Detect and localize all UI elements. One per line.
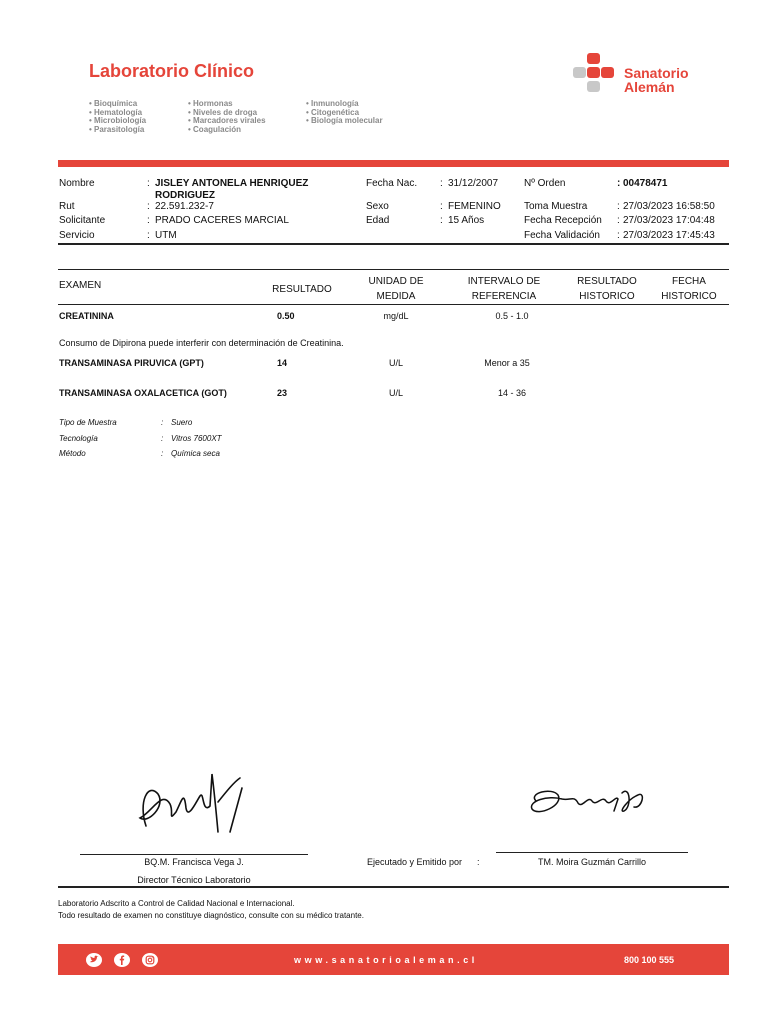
category-item: • Biología molecular bbox=[306, 116, 383, 126]
col-fecha-hist-line-1: FECHA bbox=[672, 276, 706, 287]
row-examen: TRANSAMINASA PIRUVICA (GPT) bbox=[59, 358, 204, 368]
metodo-value: Química seca bbox=[171, 449, 220, 458]
col-unidad-line-1: UNIDAD DE bbox=[368, 276, 424, 287]
edad-value: 15 Años bbox=[448, 215, 485, 226]
colon: : bbox=[147, 201, 150, 212]
rut-value: 22.591.232-7 bbox=[155, 201, 214, 212]
phone-number: 800 100 555 bbox=[624, 955, 675, 965]
colon: : bbox=[440, 215, 443, 226]
col-intervalo-line-1: INTERVALO DE bbox=[467, 276, 541, 287]
rut-label: Rut bbox=[59, 201, 75, 212]
category-list-3 bbox=[306, 100, 383, 126]
colon: : bbox=[161, 449, 164, 458]
lab-title: Laboratorio Clínico bbox=[89, 61, 255, 81]
tecnologia-label: Tecnología bbox=[59, 434, 98, 443]
row-unidad: mg/dL bbox=[383, 311, 409, 321]
disclaimer-line-1: Laboratorio Adscrito a Control de Calidad Nacional e Internacional. bbox=[58, 899, 295, 908]
row-resultado: 14 bbox=[277, 358, 288, 368]
colon: : bbox=[617, 215, 620, 226]
footer-bar bbox=[58, 944, 729, 975]
left-signer-name: BQ.M. Francisca Vega J. bbox=[144, 857, 244, 867]
metodo-label: Método bbox=[59, 449, 86, 458]
row-resultado: 23 bbox=[277, 388, 288, 398]
row-examen: CREATININA bbox=[59, 311, 114, 321]
logo-text bbox=[624, 66, 689, 94]
colon: : bbox=[147, 230, 150, 241]
category-item: • Marcadores virales bbox=[188, 116, 266, 126]
solicitante-value: PRADO CACERES MARCIAL bbox=[155, 215, 289, 226]
disclaimer-line-2: Todo resultado de examen no constituye diagnóstico, consulte con su médico tratante. bbox=[58, 911, 364, 920]
colon: : bbox=[477, 857, 480, 867]
category-item: • Niveles de droga bbox=[188, 107, 258, 117]
category-list-1 bbox=[89, 100, 146, 134]
validacion-label: Fecha Validación bbox=[524, 230, 600, 241]
row-intervalo: 0.5 - 1.0 bbox=[495, 311, 529, 321]
header-red-bar bbox=[58, 160, 729, 167]
row-resultado: 0.50 bbox=[277, 311, 295, 321]
fecha-nac-value: 31/12/2007 bbox=[448, 178, 499, 189]
table-top-line bbox=[58, 269, 729, 270]
right-signer-name: TM. Moira Guzmán Carrillo bbox=[537, 857, 647, 867]
sexo-value: FEMENINO bbox=[448, 201, 501, 212]
sanatorio-logo-icon bbox=[572, 52, 616, 94]
col-unidad-line-2: MEDIDA bbox=[376, 291, 416, 302]
validacion-value: 27/03/2023 17:45:43 bbox=[623, 230, 715, 241]
col-intervalo-line-2: REFERENCIA bbox=[471, 291, 537, 302]
col-res-hist-line-1: RESULTADO bbox=[577, 276, 637, 287]
creatinina-note: Consumo de Dipirona puede interferir con determinación de Creatinina. bbox=[59, 338, 344, 348]
colon: : bbox=[617, 178, 621, 189]
tipo-muestra-value: Suero bbox=[171, 418, 193, 427]
col-examen: EXAMEN bbox=[59, 280, 102, 291]
orden-label: Nº Orden bbox=[524, 178, 566, 189]
edad-label: Edad bbox=[366, 215, 390, 226]
row-examen: TRANSAMINASA OXALACETICA (GOT) bbox=[59, 388, 227, 398]
row-intervalo: Menor a 35 bbox=[484, 358, 530, 368]
sexo-label: Sexo bbox=[366, 201, 389, 212]
toma-label: Toma Muestra bbox=[524, 201, 588, 212]
fecha-nac-label: Fecha Nac. bbox=[366, 178, 418, 189]
recepcion-value: 27/03/2023 17:04:48 bbox=[623, 215, 715, 226]
signature-line-left bbox=[80, 854, 308, 855]
colon: : bbox=[147, 178, 150, 189]
website-link[interactable]: www.sanatorioaleman.cl bbox=[294, 955, 478, 965]
col-fecha-historico bbox=[654, 274, 724, 304]
nombre-value-1: JISLEY ANTONELA HENRIQUEZ bbox=[155, 178, 309, 189]
category-item: • Microbiología bbox=[89, 116, 147, 126]
colon: : bbox=[440, 178, 443, 189]
colon: : bbox=[617, 230, 620, 241]
col-fecha-hist-line-2: HISTORICO bbox=[661, 291, 717, 302]
table-header-line bbox=[58, 304, 729, 305]
orden-value: 00478471 bbox=[623, 178, 668, 189]
col-resultado: RESULTADO bbox=[272, 284, 332, 295]
signature-right-image bbox=[518, 765, 660, 849]
col-resultado-historico bbox=[567, 274, 647, 304]
col-unidad bbox=[356, 274, 436, 304]
patient-divider bbox=[58, 243, 729, 245]
nombre-value-2: RODRIGUEZ bbox=[155, 190, 215, 201]
signature-left-image bbox=[118, 762, 258, 846]
toma-value: 27/03/2023 16:58:50 bbox=[623, 201, 715, 212]
signature-line-right bbox=[496, 852, 688, 853]
row-unidad: U/L bbox=[388, 388, 403, 398]
colon: : bbox=[440, 201, 443, 212]
colon: : bbox=[161, 434, 164, 443]
twitter-icon[interactable] bbox=[86, 953, 102, 967]
facebook-icon[interactable] bbox=[114, 953, 130, 967]
left-signer-role: Director Técnico Laboratorio bbox=[137, 875, 251, 885]
footer-divider bbox=[58, 886, 729, 888]
category-list-2 bbox=[188, 100, 266, 134]
tipo-muestra-label: Tipo de Muestra bbox=[59, 418, 117, 427]
category-item: • Hematología bbox=[89, 107, 143, 117]
category-item: • Coagulación bbox=[188, 124, 242, 134]
category-item: • Hormonas bbox=[188, 99, 233, 108]
servicio-value: UTM bbox=[155, 230, 177, 241]
logo-line-1: Sanatorio bbox=[624, 65, 689, 81]
executed-label: Ejecutado y Emitido por bbox=[367, 857, 463, 867]
recepcion-label: Fecha Recepción bbox=[524, 215, 602, 226]
category-item: • Citogenética bbox=[306, 107, 360, 117]
row-unidad: U/L bbox=[388, 358, 403, 368]
category-item: • Parasitología bbox=[89, 124, 145, 134]
colon: : bbox=[161, 418, 164, 427]
col-intervalo bbox=[454, 274, 554, 304]
colon: : bbox=[147, 215, 150, 226]
colon: : bbox=[617, 201, 620, 212]
nombre-label: Nombre bbox=[59, 178, 95, 189]
servicio-label: Servicio bbox=[59, 230, 95, 241]
tecnologia-value: Vitros 7600XT bbox=[171, 434, 222, 443]
row-intervalo: 14 - 36 bbox=[497, 388, 527, 398]
instagram-icon[interactable] bbox=[142, 953, 158, 967]
logo-line-2: Alemán bbox=[624, 79, 675, 95]
category-item: • Inmunología bbox=[306, 99, 359, 108]
solicitante-label: Solicitante bbox=[59, 215, 106, 226]
col-res-hist-line-2: HISTORICO bbox=[579, 291, 635, 302]
category-item: • Bioquímica bbox=[89, 99, 138, 108]
